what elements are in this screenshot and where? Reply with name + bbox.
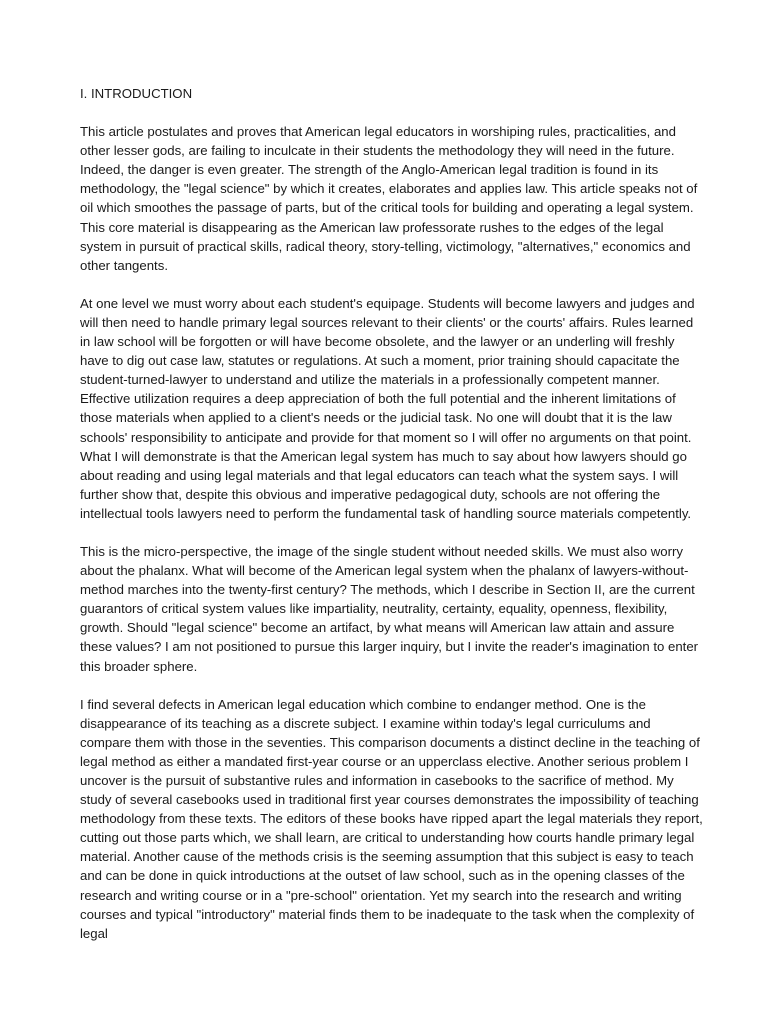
section-heading: I. INTRODUCTION [80, 86, 193, 101]
document-page [80, 84, 704, 962]
paragraph-4: I find several defects in American legal education which combine to endanger method. One is the disappearance of its teaching as a discrete subject. I examine within today's legal curriculums and compare them with those in the seventies. This comparison documents a distinct decline in the teaching of legal method as either a mandated first-year course or an upperclass elective. Another serious problem I uncover is the pursuit of substantive rules and information in casebooks to the sacrifice of method. My study of several casebooks used in traditional first year courses demonstrates the impossibility of teaching methodology from these texts. The editors of these books have ripped apart the legal materials they report, cutting out those parts which, we shall learn, are critical to understanding how courts handle primary legal material. Another cause of the methods crisis is the seeming assumption that this subject is easy to teach and can be done in quick introductions at the outset of law school, such as in the opening classes of the research and writing course or in a "pre-school" orientation. Yet my search into the research and writing courses and typical "introductory" material finds them to be inadequate to the task when the complexity of legal [80, 696, 703, 941]
paragraph-3: This is the micro-perspective, the image of the single student without needed skills. We must also worry about the phalanx. What will become of the American legal system when the phalanx of lawyers-without-method marches into the twenty-first century? The methods, which I describe in Section II, are the current guarantors of critical system values like impartiality, neutrality, certainty, equality, openness, flexibility, growth. Should "legal science" become an artifact, by what means will American law attain and assure these values? I am not positioned to pursue this larger inquiry, but I invite the reader's imagination to enter this broader sphere. [80, 543, 699, 674]
paragraph-2: At one level we must worry about each student's equipage. Students will become lawyers and judges and will then need to handle primary legal sources relevant to their clients' or the courts' affairs. Rules learned in law school will be forgotten or will have become obsolete, and the lawyer or an underling will freshly have to dig out case law, statutes or regulations. At such a moment, prior training should capacitate the student-turned-lawyer to understand and utilize the materials in a professionally competent manner. Effective utilization requires a deep appreciation of both the full potential and the inherent limitations of those materials when applied to a client's needs or the judicial task. No one will doubt that it is the law schools' responsibility to anticipate and provide for that moment so I will offer no arguments on that point. What I will demonstrate is that the American legal system has much to say about how lawyers should go about reading and using legal materials and that legal educators can teach what the system says. I will further show that, despite this obvious and imperative pedagogical duty, schools are not offering the intellectual tools lawyers need to perform the fundamental task of handling source materials competently. [80, 295, 695, 521]
paragraph-1: This article postulates and proves that American legal educators in worshiping rules, practicalities, and other lesser gods, are failing to inculcate in their students the methodology they will need in the future. Indeed, the danger is even greater. The strength of the Anglo-American legal tradition is found in its methodology, the "legal science" by which it creates, elaborates and applies law. This article speaks not of oil which smoothes the passage of parts, but of the critical tools for building and operating a legal system. This core material is disappearing as the American law professorate rushes to the edges of the legal system in pursuit of practical skills, radical theory, story-telling, victimology, "alternatives," economics and other tangents. [80, 124, 698, 273]
